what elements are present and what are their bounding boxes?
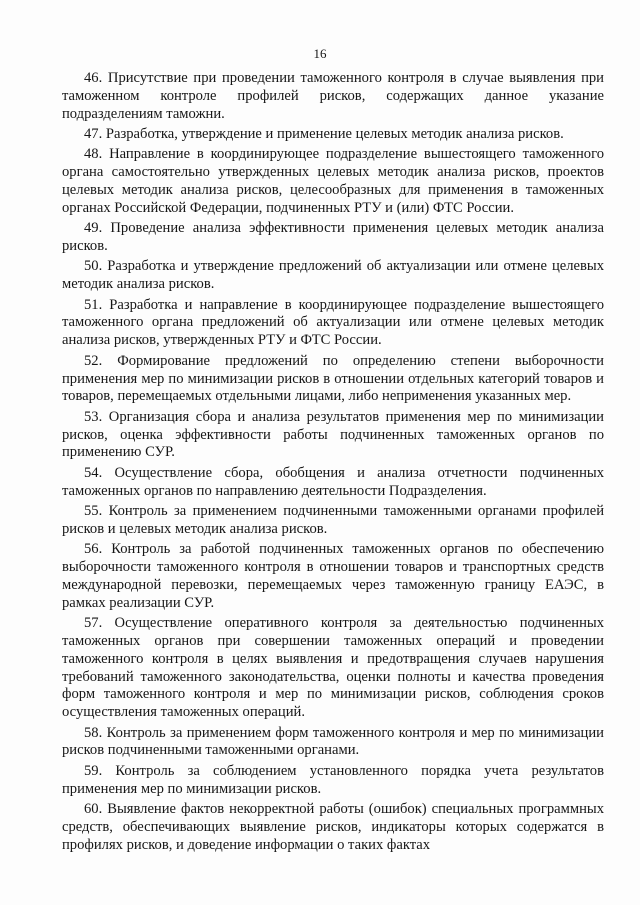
- paragraph-49: 49. Проведение анализа эффективности применения целевых методик анализа рисков.: [62, 220, 604, 255]
- paragraph-54: 54. Осуществление сбора, обобщения и анализа отчетности подчиненных таможенных органов по направлению деятельности Подразделения.: [62, 464, 604, 499]
- paragraph-56: 56. Контроль за работой подчиненных таможенных органов по обеспечению выборочности таможенного контроля в отношении товаров и транспортных средств международной перевозки, перемещаемых через таможенную границу ЕАЭС, в рамках реализации СУР.: [62, 541, 604, 611]
- paragraph-53: 53. Организация сбора и анализа результатов применения мер по минимизации рисков, оценка эффективности работы подчиненных таможенных органов по применению СУР.: [62, 408, 604, 461]
- paragraph-59: 59. Контроль за соблюдением установленного порядка учета результатов применения мер по минимизации рисков.: [62, 762, 604, 797]
- paragraph-46: 46. Присутствие при проведении таможенного контроля в случае выявления при таможенном контроле профилей рисков, содержащих данное указание подразделениям таможни.: [62, 70, 604, 122]
- paragraph-58: 58. Контроль за применением форм таможенного контроля и мер по минимизации рисков подчиненными таможенными органами.: [62, 724, 604, 759]
- document-body: [62, 70, 604, 857]
- paragraph-55: 55. Контроль за применением подчиненными таможенными органами профилей рисков и целевых методик анализа рисков.: [62, 502, 604, 537]
- paragraph-48: 48. Направление в координирующее подразделение вышестоящего таможенного органа самостоятельно утвержденных целевых методик анализа рисков, проектов целевых методик анализа рисков, целесообразных для применения в таможенных органах Российской Федерации, подчиненных РТУ и (или) ФТС России.: [62, 146, 604, 216]
- paragraph-50: 50. Разработка и утверждение предложений об актуализации или отмене целевых методик анализа рисков.: [62, 258, 604, 293]
- paragraph-51: 51. Разработка и направление в координирующее подразделение вышестоящего таможенного органа предложений об актуализации или отмене целевых методик анализа рисков, утвержденных РТУ и ФТС России.: [62, 296, 604, 349]
- paragraph-57: 57. Осуществление оперативного контроля за деятельностью подчиненных таможенных органов при совершении таможенных операций и проведении таможенного контроля в целях выявления и предотвращения случаев нарушения требований таможенного законодательства, оценки полноты и качества проведения форм таможенного контроля и мер по минимизации рисков, соблюдения сроков осуществления таможенных операций.: [62, 614, 604, 721]
- paragraph-52: 52. Формирование предложений по определению степени выборочности применения мер по минимизации рисков в отношении отдельных категорий товаров и товаров, перемещаемых отдельными лицами, либо неприменения указанных мер.: [62, 352, 604, 405]
- page-number: 16: [313, 46, 327, 61]
- paragraph-60: 60. Выявление фактов некорректной работы (ошибок) специальных программных средств, обеспечивающих выявление рисков, индикаторы которых содержатся в профилях рисков, и доведение информации о таких фактах: [62, 800, 604, 853]
- paragraph-47: 47. Разработка, утверждение и применение целевых методик анализа рисков.: [84, 126, 564, 143]
